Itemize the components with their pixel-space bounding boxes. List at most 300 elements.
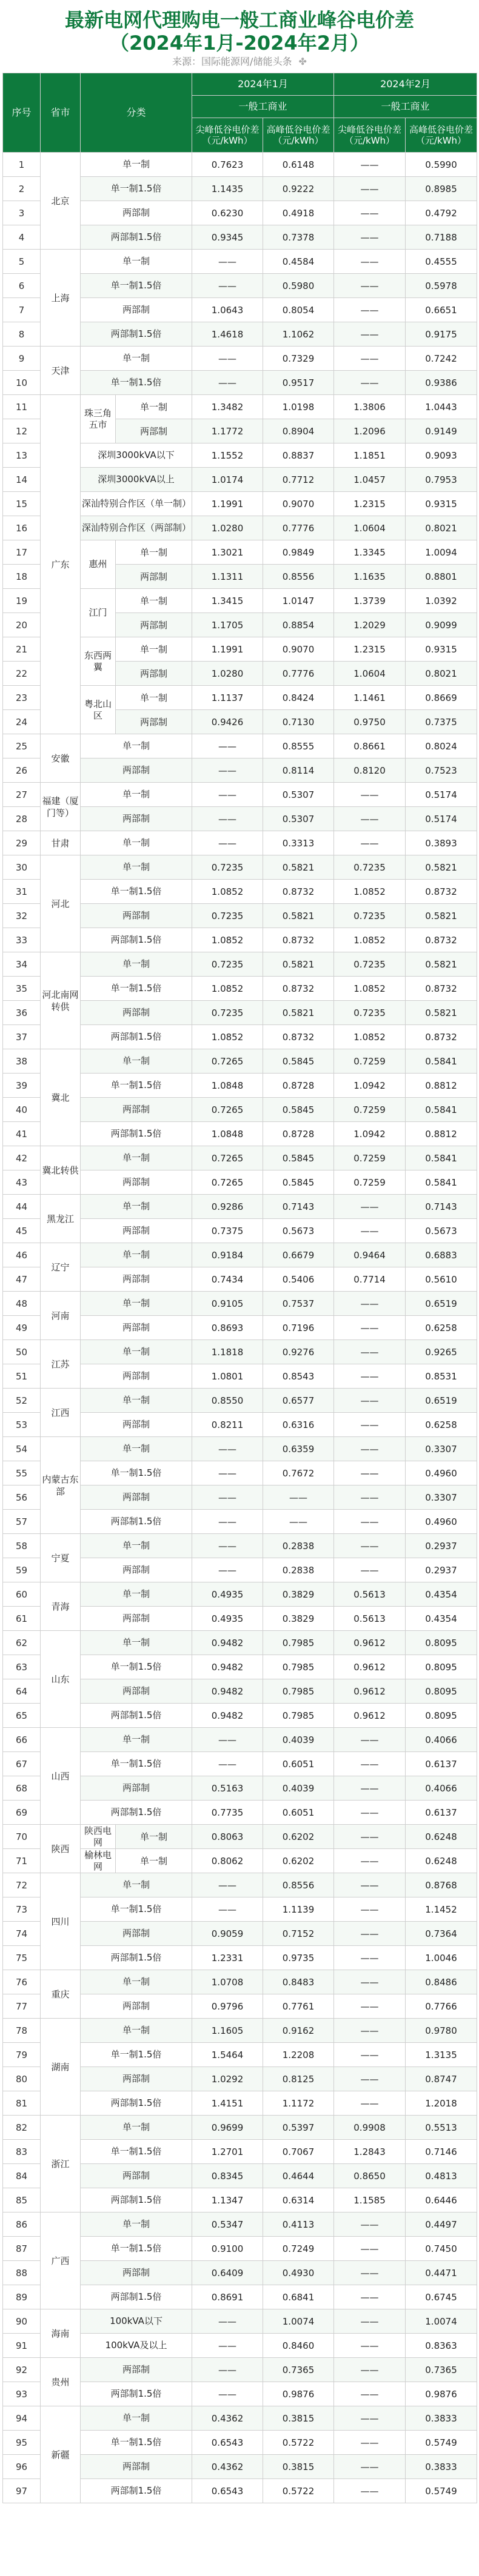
jan-peak-cell: 1.0643 — [192, 298, 263, 322]
feb-peak-cell: —— — [334, 2213, 406, 2237]
jan-high-cell: 0.4039 — [263, 1728, 334, 1752]
jan-peak-cell: 0.7735 — [192, 1801, 263, 1825]
jan-high-cell: 0.7196 — [263, 1316, 334, 1340]
feb-peak-cell: 1.2843 — [334, 2140, 406, 2164]
feb-peak-cell: —— — [334, 1825, 406, 1849]
feb-high-cell: 0.9386 — [406, 371, 477, 395]
subregion-cell: 惠州 — [81, 540, 116, 589]
table-row — [3, 250, 477, 274]
table-row — [3, 2116, 477, 2140]
jan-high-cell: 1.1172 — [263, 2091, 334, 2116]
row-index: 36 — [3, 1001, 41, 1025]
feb-peak-cell: —— — [334, 153, 406, 177]
class-cell: 单一制 — [116, 395, 192, 419]
jan-peak-cell: 0.9482 — [192, 1679, 263, 1704]
jan-peak-cell: —— — [192, 1486, 263, 1510]
table-row — [3, 1534, 477, 1558]
feb-peak-cell: —— — [334, 1219, 406, 1243]
class-cell: 单一制 — [81, 153, 192, 177]
row-index: 42 — [3, 1146, 41, 1170]
jan-peak-cell: 0.6409 — [192, 2261, 263, 2285]
feb-high-cell: 0.9099 — [406, 613, 477, 637]
province-cell: 江西 — [41, 1389, 81, 1437]
feb-peak-cell: —— — [334, 1437, 406, 1461]
jan-high-cell: 0.9517 — [263, 371, 334, 395]
feb-high-cell: 0.8021 — [406, 662, 477, 686]
row-index: 19 — [3, 589, 41, 613]
row-index: 37 — [3, 1025, 41, 1049]
row-index: 61 — [3, 1607, 41, 1631]
jan-peak-cell: —— — [192, 1873, 263, 1897]
class-cell: 两部制1.5倍 — [81, 2382, 192, 2406]
jan-high-cell: 0.6359 — [263, 1437, 334, 1461]
jan-high-cell: 0.8054 — [263, 298, 334, 322]
feb-high-cell: 0.7523 — [406, 759, 477, 783]
row-index: 90 — [3, 2309, 41, 2334]
feb-high-cell: 0.5749 — [406, 2431, 477, 2455]
jan-peak-cell: 1.1818 — [192, 1340, 263, 1364]
class-cell: 单一制 — [81, 1631, 192, 1655]
header-cls: 分类 — [81, 73, 192, 153]
jan-peak-cell: 1.2331 — [192, 1946, 263, 1970]
jan-high-cell: 0.8728 — [263, 1074, 334, 1098]
feb-peak-cell: 1.0604 — [334, 516, 406, 540]
feb-peak-cell: 0.5613 — [334, 1607, 406, 1631]
row-index: 13 — [3, 443, 41, 468]
feb-peak-cell: 0.8661 — [334, 734, 406, 759]
class-cell: 单一制 — [81, 2019, 192, 2043]
province-cell: 安徽 — [41, 734, 81, 783]
row-index: 72 — [3, 1873, 41, 1897]
feb-peak-cell: —— — [334, 1922, 406, 1946]
jan-peak-cell: 0.7235 — [192, 1001, 263, 1025]
subregion-cell: 榆林电网 — [81, 1849, 116, 1873]
jan-peak-cell: 1.0848 — [192, 1074, 263, 1098]
feb-peak-cell: —— — [334, 1461, 406, 1486]
table-row — [3, 1146, 477, 1170]
subregion-cell: 陕西电网 — [81, 1825, 116, 1849]
jan-high-cell: 0.6577 — [263, 1389, 334, 1413]
feb-peak-cell: —— — [334, 2479, 406, 2503]
feb-high-cell: 0.7365 — [406, 2358, 477, 2382]
province-cell: 青海 — [41, 1582, 81, 1631]
feb-high-cell: 0.8768 — [406, 1873, 477, 1897]
class-cell: 两部制 — [81, 1679, 192, 1704]
row-index: 27 — [3, 783, 41, 807]
class-cell: 两部制 — [81, 1170, 192, 1195]
feb-high-cell: 0.4354 — [406, 1582, 477, 1607]
class-cell: 单一制1.5倍 — [81, 2237, 192, 2261]
class-cell: 两部制 — [81, 1558, 192, 1582]
jan-peak-cell: —— — [192, 2334, 263, 2358]
row-index: 74 — [3, 1922, 41, 1946]
feb-peak-cell: —— — [334, 807, 406, 831]
jan-peak-cell: 0.9699 — [192, 2116, 263, 2140]
class-cell: 两部制 — [81, 2358, 192, 2382]
jan-high-cell: —— — [263, 1510, 334, 1534]
jan-high-cell: 0.6841 — [263, 2285, 334, 2309]
feb-peak-cell: 0.9464 — [334, 1243, 406, 1267]
feb-high-cell: 0.8732 — [406, 880, 477, 904]
feb-peak-cell: —— — [334, 1486, 406, 1510]
feb-peak-cell: 0.7235 — [334, 952, 406, 977]
jan-high-cell: 0.4644 — [263, 2164, 334, 2188]
class-cell: 单一制 — [116, 1849, 192, 1873]
class-cell: 两部制 — [81, 1994, 192, 2019]
feb-peak-cell: —— — [334, 2019, 406, 2043]
jan-high-cell: 0.6316 — [263, 1413, 334, 1437]
class-cell: 单一制1.5倍 — [81, 177, 192, 201]
feb-high-cell: 0.6248 — [406, 1825, 477, 1849]
feb-high-cell: 0.4813 — [406, 2164, 477, 2188]
class-cell: 两部制 — [81, 759, 192, 783]
jan-peak-cell: 0.8691 — [192, 2285, 263, 2309]
feb-peak-cell: —— — [334, 2406, 406, 2431]
feb-peak-cell: —— — [334, 1364, 406, 1389]
row-index: 12 — [3, 419, 41, 443]
jan-peak-cell: 0.9482 — [192, 1631, 263, 1655]
feb-high-cell: 0.3307 — [406, 1437, 477, 1461]
feb-peak-cell: 0.9612 — [334, 1655, 406, 1679]
feb-peak-cell: 1.0852 — [334, 1025, 406, 1049]
jan-peak-cell: 1.3415 — [192, 589, 263, 613]
row-index: 23 — [3, 686, 41, 710]
jan-high-cell: 0.7761 — [263, 1994, 334, 2019]
jan-peak-cell: 0.7235 — [192, 952, 263, 977]
table-row — [3, 2406, 477, 2431]
feb-peak-cell: —— — [334, 2043, 406, 2067]
feb-peak-cell: 0.9908 — [334, 2116, 406, 2140]
table-row — [3, 855, 477, 880]
feb-high-cell: 0.8732 — [406, 928, 477, 952]
table-row — [3, 1970, 477, 1994]
feb-high-cell: 0.5841 — [406, 1049, 477, 1074]
jan-high-cell: —— — [263, 1486, 334, 1510]
jan-high-cell: 0.9876 — [263, 2382, 334, 2406]
header-prov: 省市 — [41, 73, 81, 153]
province-cell: 北京 — [41, 153, 81, 250]
jan-high-cell: 0.9070 — [263, 492, 334, 516]
class-cell: 单一制 — [81, 2116, 192, 2140]
jan-peak-cell: —— — [192, 1461, 263, 1486]
jan-high-cell: 0.9849 — [263, 540, 334, 565]
feb-high-cell: 0.6651 — [406, 298, 477, 322]
row-index: 14 — [3, 468, 41, 492]
feb-peak-cell: —— — [334, 2091, 406, 2116]
feb-high-cell: 0.9149 — [406, 419, 477, 443]
class-cell: 单一制 — [81, 1049, 192, 1074]
row-index: 28 — [3, 807, 41, 831]
jan-peak-cell: 0.4362 — [192, 2406, 263, 2431]
header-jan-sub1: 尖峰低谷电价差 （元/kWh） — [192, 118, 263, 153]
feb-peak-cell: 1.0942 — [334, 1074, 406, 1098]
row-index: 65 — [3, 1704, 41, 1728]
row-index: 79 — [3, 2043, 41, 2067]
province-cell: 贵州 — [41, 2358, 81, 2406]
jan-peak-cell: —— — [192, 2358, 263, 2382]
feb-peak-cell: 1.2029 — [334, 613, 406, 637]
row-index: 73 — [3, 1897, 41, 1922]
table-row — [3, 347, 477, 371]
feb-peak-cell: —— — [334, 1994, 406, 2019]
subregion-cell: 粤北山区 — [81, 686, 116, 734]
feb-peak-cell: 1.2315 — [334, 637, 406, 662]
feb-high-cell: 0.8747 — [406, 2067, 477, 2091]
logo-mark-icon: ✤ — [298, 56, 307, 67]
feb-peak-cell: —— — [334, 2431, 406, 2455]
jan-peak-cell: 0.8693 — [192, 1316, 263, 1340]
feb-high-cell: 0.5821 — [406, 855, 477, 880]
jan-peak-cell: —— — [192, 807, 263, 831]
jan-peak-cell: 0.7375 — [192, 1219, 263, 1243]
jan-high-cell: 0.6202 — [263, 1825, 334, 1849]
province-cell: 辽宁 — [41, 1243, 81, 1292]
header-feb-sub1: 尖峰低谷电价差 （元/kWh） — [334, 118, 406, 153]
province-cell: 河南 — [41, 1292, 81, 1340]
row-index: 52 — [3, 1389, 41, 1413]
province-cell: 山东 — [41, 1631, 81, 1728]
feb-peak-cell: 0.7259 — [334, 1146, 406, 1170]
class-cell: 单一制1.5倍 — [81, 2140, 192, 2164]
feb-peak-cell: —— — [334, 274, 406, 298]
province-cell: 广西 — [41, 2213, 81, 2309]
header-idx: 序号 — [3, 73, 41, 153]
jan-peak-cell: —— — [192, 1534, 263, 1558]
jan-peak-cell: 0.4935 — [192, 1607, 263, 1631]
class-cell: 两部制1.5倍 — [81, 225, 192, 250]
feb-high-cell: 0.3307 — [406, 1486, 477, 1510]
feb-high-cell: 1.0443 — [406, 395, 477, 419]
feb-peak-cell: 1.1585 — [334, 2188, 406, 2213]
jan-peak-cell: 0.8345 — [192, 2164, 263, 2188]
feb-peak-cell: 1.3345 — [334, 540, 406, 565]
feb-peak-cell: —— — [334, 250, 406, 274]
row-index: 57 — [3, 1510, 41, 1534]
jan-peak-cell: 0.6230 — [192, 201, 263, 225]
class-cell: 单一制 — [81, 1873, 192, 1897]
jan-high-cell: 0.5406 — [263, 1267, 334, 1292]
feb-high-cell: 0.8095 — [406, 1704, 477, 1728]
class-cell: 单一制 — [81, 1292, 192, 1316]
row-index: 16 — [3, 516, 41, 540]
feb-high-cell: 0.4066 — [406, 1728, 477, 1752]
row-index: 20 — [3, 613, 41, 637]
feb-peak-cell: 0.8650 — [334, 2164, 406, 2188]
feb-peak-cell: 0.7235 — [334, 1001, 406, 1025]
class-cell: 100kVA及以上 — [81, 2334, 192, 2358]
class-cell: 两部制 — [81, 2455, 192, 2479]
feb-peak-cell: 0.9612 — [334, 1679, 406, 1704]
jan-peak-cell: 1.1311 — [192, 565, 263, 589]
jan-high-cell: 0.8904 — [263, 419, 334, 443]
feb-peak-cell: 0.7259 — [334, 1170, 406, 1195]
feb-peak-cell: 0.8120 — [334, 759, 406, 783]
feb-peak-cell: —— — [334, 2382, 406, 2406]
class-cell: 单一制 — [81, 1340, 192, 1364]
jan-high-cell: 0.5821 — [263, 1001, 334, 1025]
feb-peak-cell: —— — [334, 298, 406, 322]
table-row — [3, 1582, 477, 1607]
jan-high-cell: 0.5845 — [263, 1146, 334, 1170]
row-index: 66 — [3, 1728, 41, 1752]
feb-high-cell: 0.9093 — [406, 443, 477, 468]
row-index: 67 — [3, 1752, 41, 1776]
class-cell: 两部制1.5倍 — [81, 1801, 192, 1825]
jan-peak-cell: 1.5464 — [192, 2043, 263, 2067]
feb-high-cell: 0.4960 — [406, 1510, 477, 1534]
feb-peak-cell: —— — [334, 322, 406, 347]
jan-high-cell: 0.6679 — [263, 1243, 334, 1267]
jan-peak-cell: 1.4618 — [192, 322, 263, 347]
jan-high-cell: 0.5722 — [263, 2431, 334, 2455]
jan-high-cell: 0.4039 — [263, 1776, 334, 1801]
jan-peak-cell: 0.7623 — [192, 153, 263, 177]
class-cell: 两部制 — [81, 1486, 192, 1510]
jan-peak-cell: 0.9184 — [192, 1243, 263, 1267]
row-index: 76 — [3, 1970, 41, 1994]
table-row — [3, 153, 477, 177]
row-index: 89 — [3, 2285, 41, 2309]
feb-high-cell: 0.5174 — [406, 783, 477, 807]
jan-peak-cell: —— — [192, 2309, 263, 2334]
row-index: 96 — [3, 2455, 41, 2479]
feb-high-cell: 0.5821 — [406, 1001, 477, 1025]
table-row — [3, 2019, 477, 2043]
feb-peak-cell: —— — [334, 1801, 406, 1825]
feb-peak-cell: —— — [334, 783, 406, 807]
jan-peak-cell: 1.1772 — [192, 419, 263, 443]
class-cell: 单一制 — [81, 2213, 192, 2237]
class-cell: 两部制1.5倍 — [81, 2285, 192, 2309]
table-row — [3, 2309, 477, 2334]
table-row — [3, 395, 477, 419]
table-row — [3, 1825, 477, 1849]
feb-high-cell: 0.8801 — [406, 565, 477, 589]
class-cell: 单一制1.5倍 — [81, 1752, 192, 1776]
class-cell: 两部制 — [116, 613, 192, 637]
feb-peak-cell: —— — [334, 1776, 406, 1801]
province-cell: 湖南 — [41, 2019, 81, 2116]
jan-peak-cell: 0.5163 — [192, 1776, 263, 1801]
class-cell: 两部制1.5倍 — [81, 1704, 192, 1728]
feb-high-cell: 0.8732 — [406, 1025, 477, 1049]
class-cell: 单一制 — [116, 1825, 192, 1849]
feb-peak-cell: —— — [334, 1946, 406, 1970]
row-index: 35 — [3, 977, 41, 1001]
feb-peak-cell: 0.7259 — [334, 1049, 406, 1074]
row-index: 51 — [3, 1364, 41, 1389]
price-table — [2, 73, 477, 2503]
jan-high-cell: 0.8483 — [263, 1970, 334, 1994]
jan-high-cell: 0.7985 — [263, 1704, 334, 1728]
class-cell: 单一制1.5倍 — [81, 1074, 192, 1098]
jan-high-cell: 0.6051 — [263, 1752, 334, 1776]
class-cell: 单一制 — [81, 250, 192, 274]
class-cell: 单一制 — [81, 855, 192, 880]
jan-peak-cell: 0.9059 — [192, 1922, 263, 1946]
jan-peak-cell: 0.5347 — [192, 2213, 263, 2237]
row-index: 68 — [3, 1776, 41, 1801]
row-index: 22 — [3, 662, 41, 686]
row-index: 84 — [3, 2164, 41, 2188]
row-index: 30 — [3, 855, 41, 880]
feb-high-cell: 0.3833 — [406, 2455, 477, 2479]
feb-high-cell: 0.6258 — [406, 1316, 477, 1340]
jan-high-cell: 0.5845 — [263, 1098, 334, 1122]
row-index: 45 — [3, 1219, 41, 1243]
feb-peak-cell: —— — [334, 2261, 406, 2285]
feb-high-cell: 0.7364 — [406, 1922, 477, 1946]
feb-high-cell: 1.0094 — [406, 540, 477, 565]
feb-peak-cell: 1.3739 — [334, 589, 406, 613]
jan-high-cell: 0.5397 — [263, 2116, 334, 2140]
feb-peak-cell: —— — [334, 2067, 406, 2091]
class-cell: 单一制 — [81, 1970, 192, 1994]
jan-high-cell: 0.5821 — [263, 952, 334, 977]
jan-high-cell: 0.9070 — [263, 637, 334, 662]
jan-high-cell: 0.4918 — [263, 201, 334, 225]
feb-peak-cell: —— — [334, 1389, 406, 1413]
province-cell: 冀北转供 — [41, 1146, 81, 1195]
feb-high-cell: 1.3135 — [406, 2043, 477, 2067]
feb-peak-cell: 1.1851 — [334, 443, 406, 468]
row-index: 11 — [3, 395, 41, 419]
table-row — [3, 1873, 477, 1897]
row-index: 21 — [3, 637, 41, 662]
province-cell: 内蒙古东部 — [41, 1437, 81, 1534]
class-cell: 单一制1.5倍 — [81, 1897, 192, 1922]
class-cell: 单一制 — [116, 540, 192, 565]
jan-high-cell: 0.5821 — [263, 904, 334, 928]
feb-high-cell: 0.4354 — [406, 1607, 477, 1631]
jan-peak-cell: 1.3021 — [192, 540, 263, 565]
class-cell: 深圳3000kVA以下 — [81, 443, 192, 468]
jan-high-cell: 1.0074 — [263, 2309, 334, 2334]
province-cell: 黑龙江 — [41, 1195, 81, 1243]
row-index: 26 — [3, 759, 41, 783]
jan-peak-cell: 1.0708 — [192, 1970, 263, 1994]
table-body — [3, 153, 477, 2503]
row-index: 71 — [3, 1849, 41, 1873]
row-index: 43 — [3, 1170, 41, 1195]
jan-high-cell: 0.7985 — [263, 1631, 334, 1655]
jan-peak-cell: —— — [192, 2382, 263, 2406]
header-jan: 2024年1月 — [192, 73, 334, 96]
class-cell: 单一制 — [116, 686, 192, 710]
jan-high-cell: 0.7067 — [263, 2140, 334, 2164]
feb-high-cell: 0.8095 — [406, 1679, 477, 1704]
source-text: 来源：国际能源网/储能头条 — [172, 56, 292, 67]
page-title: 最新电网代理购电一般工商业峰谷电价差 — [64, 8, 414, 32]
header-feb: 2024年2月 — [334, 73, 477, 96]
class-cell: 单一制1.5倍 — [81, 2043, 192, 2067]
table-row — [3, 952, 477, 977]
feb-high-cell: 0.5841 — [406, 1170, 477, 1195]
class-cell: 两部制 — [116, 710, 192, 734]
feb-high-cell: 0.4471 — [406, 2261, 477, 2285]
table-row — [3, 734, 477, 759]
jan-peak-cell: 1.1991 — [192, 492, 263, 516]
jan-high-cell: 0.8728 — [263, 1122, 334, 1146]
jan-peak-cell: 0.9100 — [192, 2237, 263, 2261]
row-index: 41 — [3, 1122, 41, 1146]
class-cell: 两部制 — [81, 1922, 192, 1946]
province-cell: 四川 — [41, 1873, 81, 1970]
feb-high-cell: 0.5513 — [406, 2116, 477, 2140]
feb-high-cell: 0.5978 — [406, 274, 477, 298]
jan-high-cell: 0.8732 — [263, 928, 334, 952]
row-index: 7 — [3, 298, 41, 322]
